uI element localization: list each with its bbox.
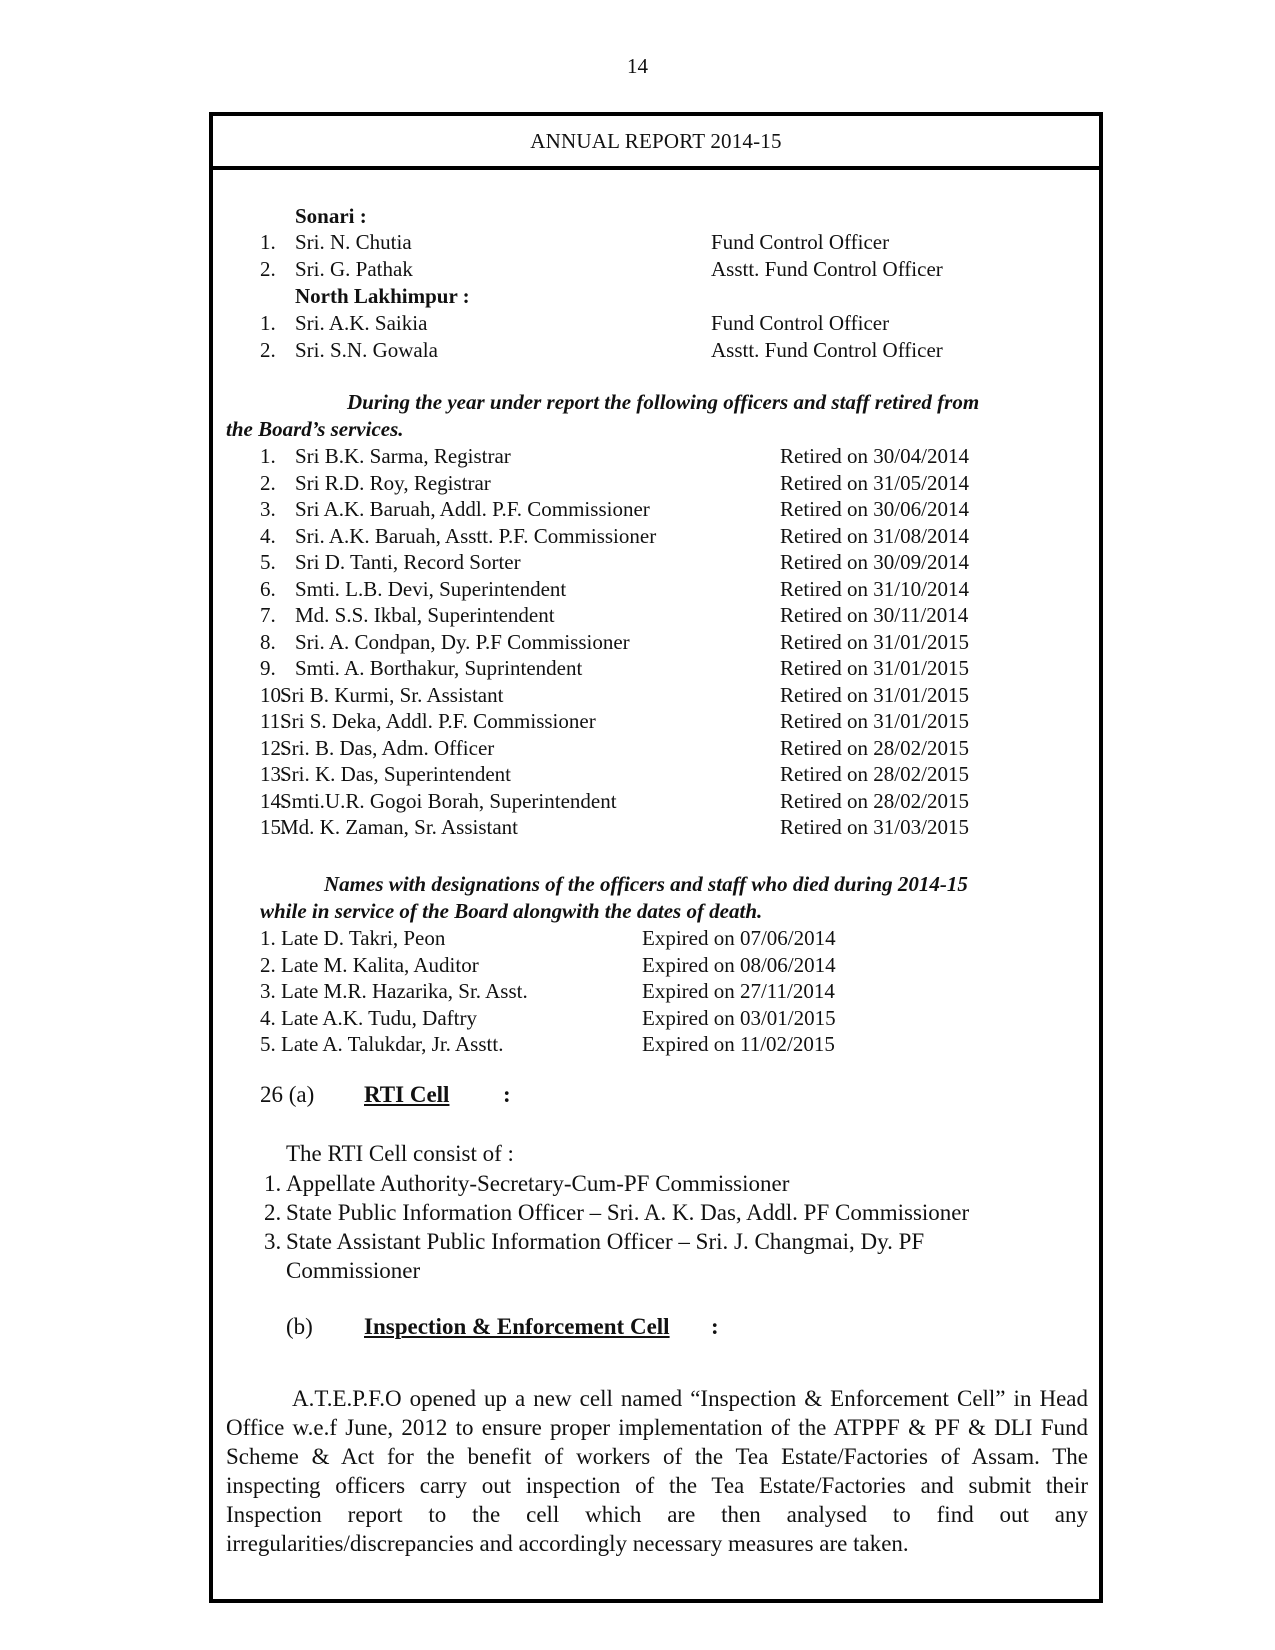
retiree-name: Smti. L.B. Devi, Superintendent [295, 576, 567, 601]
retirement-date: Retired on 31/01/2015 [780, 629, 969, 654]
list-number: 2. [260, 338, 276, 362]
section-heading-north-lakhimpur: North Lakhimpur : [295, 284, 470, 308]
officer-name: Sri. S.N. Gowala [295, 338, 438, 362]
list-number: 5. [260, 550, 276, 574]
officer-designation: Fund Control Officer [711, 230, 890, 254]
list-number: 13. [260, 762, 287, 786]
page-number: 14 [627, 54, 648, 78]
retirement-date: Retired on 31/08/2014 [780, 523, 969, 548]
retiree-name: Sri B.K. Sarma, Registrar [295, 444, 511, 468]
death-date: Expired on 07/06/2014 [642, 926, 836, 950]
rti-member: Commissioner [286, 1258, 421, 1283]
retired-intro: During the year under report the following officers and staff retired from [347, 390, 980, 414]
officer-name: Sri. A.K. Saikia [295, 311, 428, 335]
deceased-intro: Names with designations of the officers and staff who died during 2014-15 [324, 872, 968, 896]
list-number: 2. [260, 257, 276, 281]
list-number: 8. [260, 629, 276, 654]
deceased-name: 1. Late D. Takri, Peon [260, 926, 446, 950]
retirement-date: Retired on 30/11/2014 [780, 603, 969, 627]
retiree-name: Sri. K. Das, Superintendent [280, 762, 511, 786]
death-date: Expired on 08/06/2014 [642, 952, 836, 977]
inspection-heading: Inspection & Enforcement Cell [364, 1314, 670, 1339]
deceased-intro-cont: while in service of the Board alongwith the dates of death. [260, 899, 763, 923]
officer-designation: Asstt. Fund Control Officer [711, 257, 943, 281]
rti-member: State Assistant Public Information Officer – Sri. J. Changmai, Dy. PF [286, 1229, 925, 1254]
list-number: 2. [264, 1200, 282, 1225]
retirement-date: Retired on 30/06/2014 [780, 497, 969, 521]
retiree-name: Sri R.D. Roy, Registrar [295, 470, 491, 495]
report-title: ANNUAL REPORT 2014-15 [530, 129, 782, 153]
list-number: 7. [260, 603, 276, 627]
officer-name: Sri. G. Pathak [295, 257, 413, 281]
retirement-date: Retired on 28/02/2015 [780, 735, 969, 760]
rti-intro: The RTI Cell consist of : [286, 1141, 514, 1166]
retirement-date: Retired on 31/01/2015 [780, 709, 969, 733]
section-number-26a: 26 (a) [260, 1082, 315, 1107]
retirement-date: Retired on 31/10/2014 [780, 576, 969, 601]
list-number: 3. [264, 1229, 282, 1254]
list-number: 11. [260, 709, 286, 733]
deceased-name: 2. Late M. Kalita, Auditor [260, 952, 479, 977]
retirement-date: Retired on 30/09/2014 [780, 550, 969, 574]
retiree-name: Sri A.K. Baruah, Addl. P.F. Commissioner [295, 497, 650, 521]
officer-name: Sri. N. Chutia [295, 230, 412, 254]
rti-heading: RTI Cell [364, 1082, 450, 1107]
list-number: 1. [260, 230, 276, 254]
list-number: 1. [264, 1171, 282, 1196]
officer-designation: Asstt. Fund Control Officer [711, 338, 943, 362]
retiree-name: Sri. A.K. Baruah, Asstt. P.F. Commissioner [295, 523, 657, 548]
retiree-name: Sri D. Tanti, Record Sorter [295, 550, 521, 574]
inspection-colon: : [711, 1314, 719, 1339]
retirement-date: Retired on 30/04/2014 [780, 444, 969, 468]
retirement-date: Retired on 31/01/2015 [780, 682, 969, 707]
retiree-name: Smti. A. Borthakur, Suprintendent [295, 656, 583, 680]
retiree-name: Sri. B. Das, Adm. Officer [280, 735, 495, 760]
death-date: Expired on 03/01/2015 [642, 1005, 836, 1030]
list-number: 6. [260, 576, 276, 601]
rti-member: Appellate Authority-Secretary-Cum-PF Commissioner [286, 1171, 790, 1196]
officer-designation: Fund Control Officer [711, 311, 890, 335]
retired-intro-cont: the Board’s services. [226, 417, 404, 441]
deceased-name: 3. Late M.R. Hazarika, Sr. Asst. [260, 979, 528, 1003]
retiree-name: Sri B. Kurmi, Sr. Assistant [280, 682, 504, 707]
list-number: 1. [260, 311, 276, 335]
list-number: 2. [260, 470, 276, 495]
list-number: 3. [260, 497, 276, 521]
section-heading-sonari: Sonari : [295, 204, 367, 228]
retiree-name: Md. S.S. Ikbal, Superintendent [295, 603, 555, 627]
retiree-name: Smti.U.R. Gogoi Borah, Superintendent [280, 788, 617, 813]
list-number: 10. [260, 682, 287, 707]
retirement-date: Retired on 28/02/2015 [780, 788, 969, 813]
rti-member: State Public Information Officer – Sri. A. K. Das, Addl. PF Commissioner [286, 1200, 970, 1225]
list-number: 15. [260, 815, 287, 839]
inspection-paragraph-text: A.T.E.P.F.O opened up a new cell named “Inspection & Enforcement Cell” in Head Office w.e.f June, 2012 to ensure proper implementation of the ATPPF & PF & DLI Fund Scheme & Act for the benefit of workers of the Tea Estate/Factories of Assam. The inspecting officers carry out inspection of the Tea Estate/Factories and submit their Inspection report to the cell which are then analysed to find out any irregularities/discrepancies and accordingly necessary measures are taken. [226, 1386, 1088, 1556]
list-number: 12. [260, 735, 287, 760]
section-number-b: (b) [286, 1314, 313, 1339]
header-divider [213, 166, 1099, 170]
retiree-name: Md. K. Zaman, Sr. Assistant [280, 815, 519, 839]
deceased-name: 5. Late A. Talukdar, Jr. Asstt. [260, 1032, 504, 1056]
list-number: 9. [260, 656, 276, 680]
list-number: 14. [260, 788, 287, 813]
list-number: 4. [260, 523, 276, 548]
retirement-date: Retired on 28/02/2015 [780, 762, 969, 786]
retirement-date: Retired on 31/01/2015 [780, 656, 969, 680]
retiree-name: Sri. A. Condpan, Dy. P.F Commissioner [295, 629, 630, 654]
deceased-name: 4. Late A.K. Tudu, Daftry [260, 1005, 477, 1030]
death-date: Expired on 11/02/2015 [642, 1032, 835, 1056]
inspection-paragraph [226, 1384, 1088, 1558]
death-date: Expired on 27/11/2014 [642, 979, 835, 1003]
retirement-date: Retired on 31/03/2015 [780, 815, 969, 839]
list-number: 1. [260, 444, 276, 468]
retirement-date: Retired on 31/05/2014 [780, 470, 969, 495]
rti-colon: : [503, 1082, 511, 1107]
retiree-name: Sri S. Deka, Addl. P.F. Commissioner [280, 709, 596, 733]
